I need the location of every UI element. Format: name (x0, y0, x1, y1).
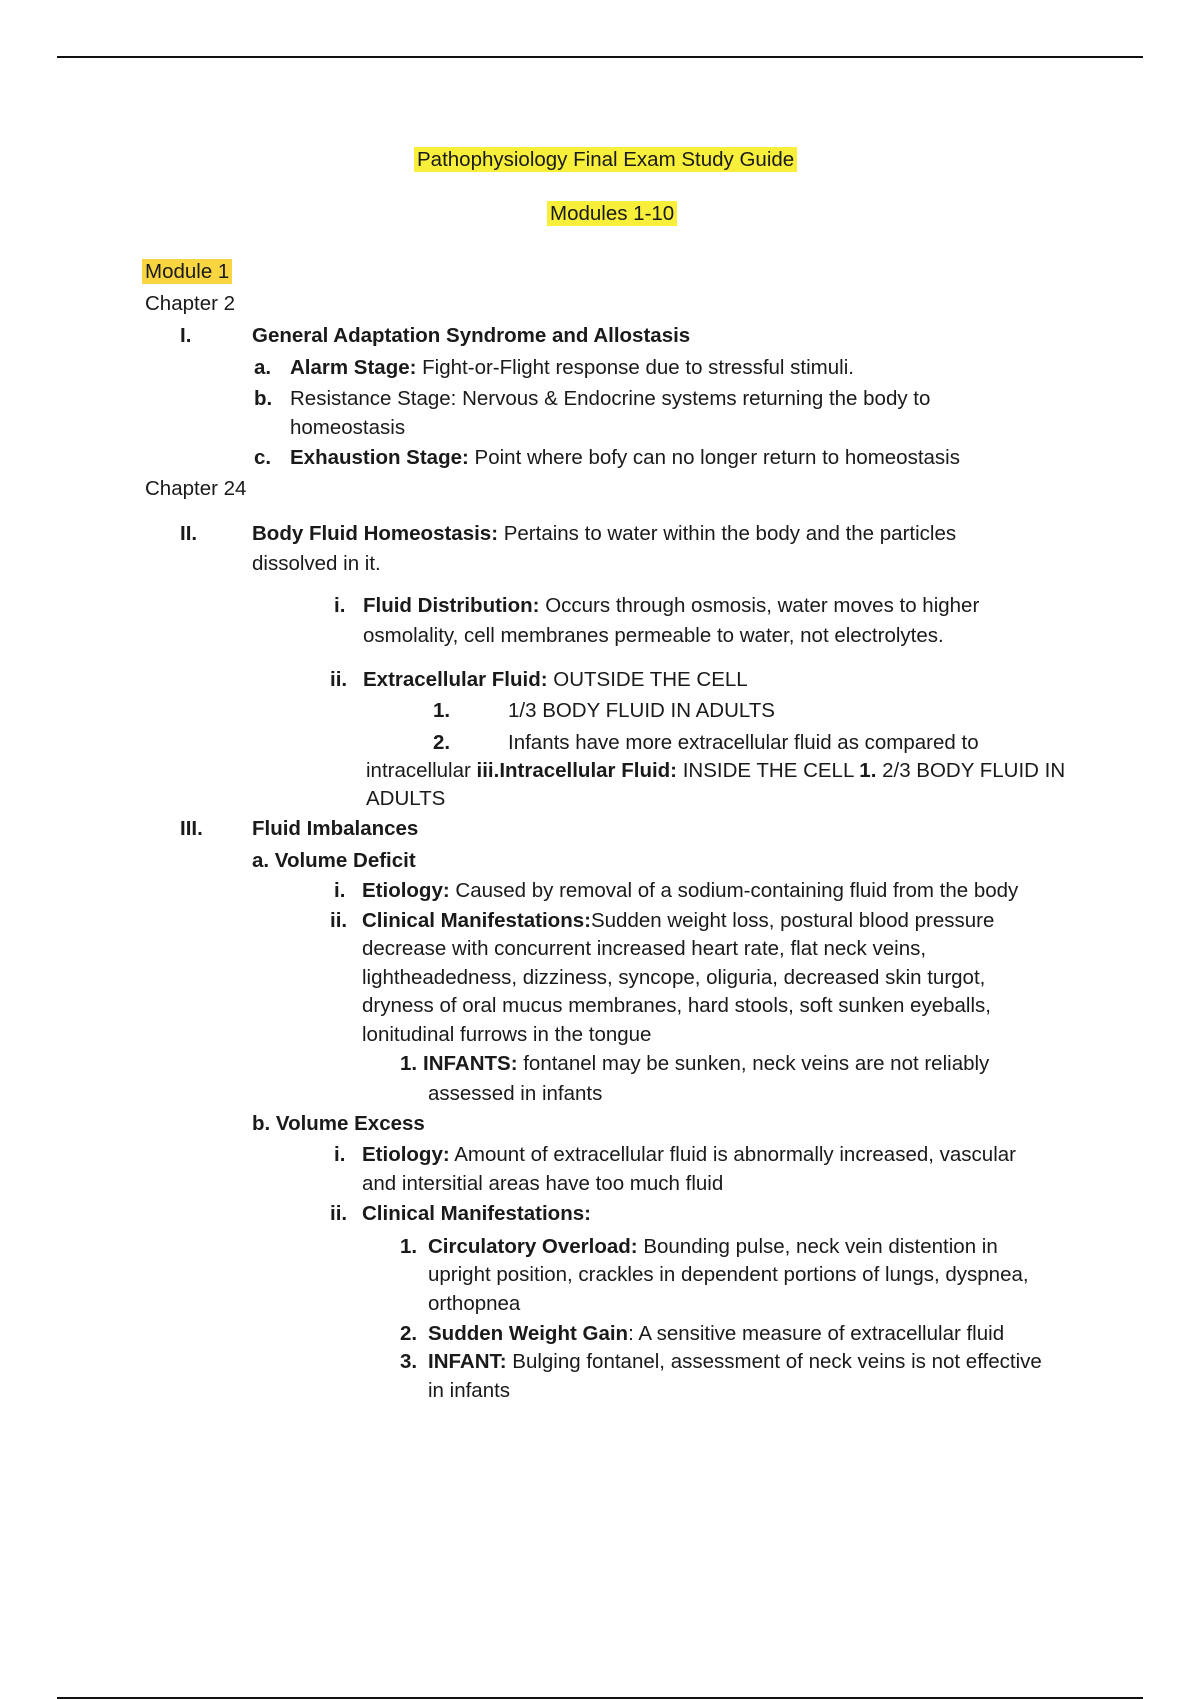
volume-deficit-heading: a. Volume Deficit (252, 849, 416, 872)
section-3-heading: Fluid Imbalances (252, 817, 419, 840)
excess-etiology-line-1: Etiology: Amount of extracellular fluid is abnormally increased, vascular (362, 1143, 1016, 1166)
fluid-distribution-marker: i. (334, 594, 346, 617)
exhaustion-stage-item: Exhaustion Stage: Point where bofy can no longer return to homeostasis (290, 446, 960, 469)
infant-excess-marker: 3. (400, 1350, 418, 1373)
deficit-manifestations-line-5: lonitudinal furrows in the tongue (362, 1023, 652, 1046)
deficit-manifestations-line-2: decrease with concurrent increased heart rate, flat neck veins, (362, 937, 927, 960)
section-3-number: III. (180, 817, 203, 840)
fluid-distribution-line-1: Fluid Distribution: Occurs through osmosis, water moves to higher (363, 594, 980, 617)
page-subtitle: Modules 1-10 (547, 202, 677, 227)
deficit-manifestations-marker: ii. (330, 909, 348, 932)
deficit-manifestations-line-3: lightheadedness, dizziness, syncope, oliguria, decreased skin turgot, (362, 966, 986, 989)
page-title: Pathophysiology Final Exam Study Guide (414, 148, 797, 173)
deficit-infants-marker: 1. (400, 1052, 418, 1075)
deficit-infants-line-2: assessed in infants (428, 1082, 603, 1105)
deficit-etiology: Etiology: Caused by removal of a sodium-containing fluid from the body (362, 879, 1019, 902)
weight-gain-item: Sudden Weight Gain: A sensitive measure of extracellular fluid (428, 1322, 1005, 1345)
exhaustion-stage-marker: c. (254, 446, 272, 469)
section-1-number: I. (180, 324, 192, 347)
resistance-stage-line-1: Resistance Stage: Nervous & Endocrine systems returning the body to (290, 387, 931, 410)
circulatory-overload-line-1: Circulatory Overload: Bounding pulse, neck vein distention in (428, 1235, 998, 1258)
circulatory-overload-line-2: upright position, crackles in dependent portions of lungs, dyspnea, (428, 1263, 1029, 1286)
excess-etiology-marker: i. (334, 1143, 346, 1166)
top-rule (57, 56, 1143, 58)
bottom-rule (57, 1697, 1143, 1699)
resistance-stage-marker: b. (254, 387, 273, 410)
circulatory-overload-line-3: orthopnea (428, 1292, 521, 1315)
infant-excess-line-2: in infants (428, 1379, 511, 1402)
infant-excess-line-1: INFANT: Bulging fontanel, assessment of neck veins is not effective (428, 1350, 1042, 1373)
excess-etiology-line-2: and intersitial areas have too much fluid (362, 1172, 724, 1195)
extracellular-point-2: Infants have more extracellular fluid as compared to (508, 731, 979, 754)
excess-manifestations-marker: ii. (330, 1202, 348, 1225)
weight-gain-marker: 2. (400, 1322, 418, 1345)
volume-excess-heading: b. Volume Excess (252, 1112, 425, 1135)
extracellular-fluid-marker: ii. (330, 668, 348, 691)
section-2-number: II. (180, 522, 198, 545)
alarm-stage-marker: a. (254, 356, 272, 379)
extracellular-point-1: 1/3 BODY FLUID IN ADULTS (508, 699, 775, 722)
deficit-manifestations-line-1: Clinical Manifestations:Sudden weight loss, postural blood pressure (362, 909, 995, 932)
circulatory-overload-marker: 1. (400, 1235, 418, 1258)
deficit-etiology-marker: i. (334, 879, 346, 902)
body-fluid-homeostasis-line-1: Body Fluid Homeostasis: Pertains to water within the body and the particles (252, 522, 957, 545)
section-1-heading: General Adaptation Syndrome and Allostasis (252, 324, 691, 347)
intracellular-wrapped-line-2: ADULTS (366, 787, 446, 810)
chapter-24-heading: Chapter 24 (145, 477, 247, 500)
body-fluid-homeostasis-line-2: dissolved in it. (252, 552, 381, 575)
deficit-manifestations-line-4: dryness of oral mucus membranes, hard stools, soft sunken eyeballs, (362, 994, 991, 1017)
chapter-2-heading: Chapter 2 (145, 292, 236, 315)
intracellular-wrapped-line-1: intracellular iii.Intracellular Fluid: INSIDE THE CELL 1. 2/3 BODY FLUID IN (366, 759, 1066, 782)
module-heading: Module 1 (142, 260, 232, 285)
extracellular-point-1-marker: 1. (433, 699, 451, 722)
extracellular-fluid-item: Extracellular Fluid: OUTSIDE THE CELL (363, 668, 748, 691)
alarm-stage-item: Alarm Stage: Fight-or-Flight response due to stressful stimuli. (290, 356, 854, 379)
excess-manifestations-heading: Clinical Manifestations: (362, 1202, 591, 1225)
extracellular-point-2-marker: 2. (433, 731, 451, 754)
deficit-infants-line-1: INFANTS: fontanel may be sunken, neck veins are not reliably (423, 1052, 990, 1075)
fluid-distribution-line-2: osmolality, cell membranes permeable to water, not electrolytes. (363, 624, 944, 647)
resistance-stage-line-2: homeostasis (290, 416, 406, 439)
